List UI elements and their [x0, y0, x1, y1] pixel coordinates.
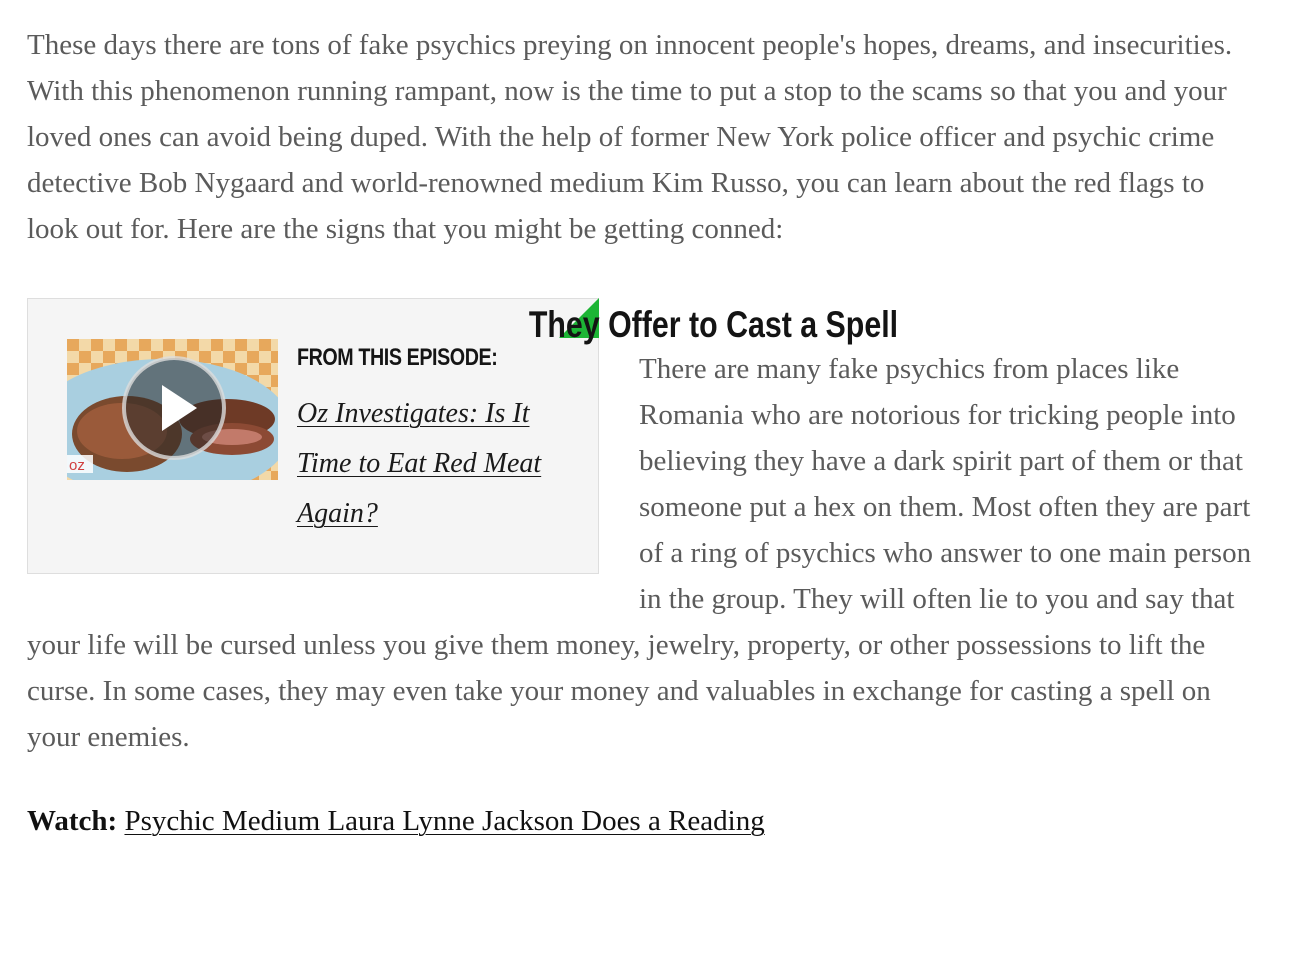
watch-line	[27, 798, 1257, 844]
section-heading: They Offer to Cast a Spell	[528, 304, 899, 345]
watch-label: Watch:	[27, 805, 118, 837]
section-body: There are many fake psychics from places like Romania who are notorious for tricking people into believing they have a dark spirit part of them or that someone put a hex on them. Most often they are part of a ring of psychics who answer to one main person in the group. They will often lie to you and say that your life will be cursed unless you give them money, jewelry, property, or other possessions to lift the curse. In some cases, they may even take your money and valuables in exchange for casting a spell on your enemies.	[27, 353, 1252, 753]
episode-thumbnail[interactable]	[67, 339, 278, 480]
episode-text	[297, 343, 577, 539]
spell-section	[27, 298, 1257, 760]
watch-link[interactable]: Psychic Medium Laura Lynne Jackson Does a Reading	[124, 805, 765, 837]
play-icon[interactable]	[119, 353, 229, 463]
thumbnail-logo: oz	[69, 457, 85, 474]
from-episode-label: FROM THIS EPISODE:	[297, 344, 498, 371]
episode-link[interactable]: Oz Investigates: Is It Time to Eat Red Meat Again?	[297, 398, 542, 529]
intro-paragraph: These days there are tons of fake psychics preying on innocent people's hopes, dreams, and insecurities. With this phenomenon running rampant, now is the time to put a stop to the scams so that you and your loved ones can avoid being duped. With the help of former New York police officer and psychic crime detective Bob Nygaard and world-renowned medium Kim Russo, you can learn about the red flags to look out for. Here are the signs that you might be getting conned:	[27, 29, 1233, 245]
article-body	[27, 22, 1257, 844]
